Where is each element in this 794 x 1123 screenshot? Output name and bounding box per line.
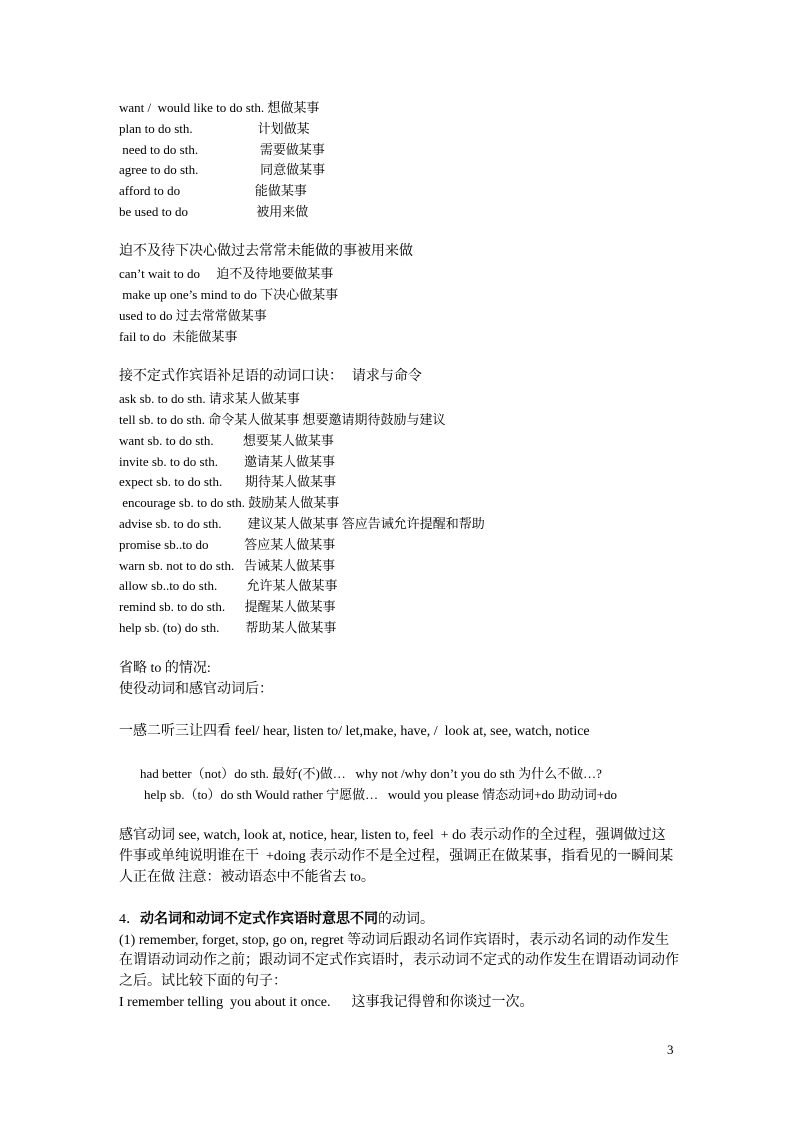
section-heading: 省略 to 的情况: bbox=[119, 661, 211, 676]
text-line: want / would like to do sth. 想做某事 bbox=[119, 100, 320, 115]
rule-line: 一感二听三让四看 feel/ hear, listen to/ let,make, have, / look at, see, watch, notice bbox=[119, 724, 590, 739]
section-bold-title: 动名词和动词不定式作宾语时意思不同 bbox=[140, 912, 378, 927]
paragraph-line: 人正在做 注意：被动语态中不能省去 to。 bbox=[119, 870, 375, 885]
section-heading: 迫不及待下决心做过去常常未能做的事被用来做 bbox=[119, 243, 413, 259]
text-line: want sb. to do sth. 想要某人做某事 bbox=[119, 433, 334, 448]
section-title-rest: 的动词。 bbox=[378, 912, 434, 927]
text-line: warn sb. not to do sth. 告诫某人做某事 bbox=[119, 558, 335, 573]
text-line: need to do sth. 需要做某事 bbox=[119, 142, 325, 157]
paragraph-line: 在谓语动词动作之前；跟动词不定式作宾语时，表示动词不定式的动作发生在谓语动词动作 bbox=[119, 953, 679, 968]
text-line: promise sb..to do 答应某人做某事 bbox=[119, 537, 336, 552]
text-line: help sb. (to) do sth. 帮助某人做某事 bbox=[119, 620, 337, 635]
section-heading: 接不定式作宾语补足语的动词口诀： 请求与命令 bbox=[119, 368, 422, 384]
text-line: used to do 过去常常做某事 bbox=[119, 308, 267, 323]
paragraph-line: (1) remember, forget, stop, go on, regret 等动词后跟动名词作宾语时，表示动名词的动作发生 bbox=[119, 933, 670, 948]
text-line: allow sb..to do sth. 允许某人做某事 bbox=[119, 578, 338, 593]
text-line: plan to do sth. 计划做某 bbox=[119, 121, 310, 136]
page-number: 3 bbox=[667, 1042, 674, 1057]
example-sentence: I remember telling you about it once. 这事我记得曾和你谈过一次。 bbox=[119, 995, 534, 1010]
section-4-heading bbox=[119, 911, 434, 928]
text-line: agree to do sth. 同意做某事 bbox=[119, 162, 326, 177]
example-line: had better（not）do sth. 最好(不)做… why not /why don’t you do sth 为什么不做…? bbox=[140, 766, 602, 781]
paragraph-line: 感官动词 see, watch, look at, notice, hear, listen to, feel + do 表示动作的全过程，强调做过这 bbox=[119, 828, 666, 843]
text-line: remind sb. to do sth. 提醒某人做某事 bbox=[119, 599, 336, 614]
text-line: afford to do 能做某事 bbox=[119, 183, 307, 198]
text-line: fail to do 未能做某事 bbox=[119, 329, 238, 344]
text-line: make up one’s mind to do 下决心做某事 bbox=[119, 287, 339, 302]
text-line: encourage sb. to do sth. 鼓励某人做某事 bbox=[119, 495, 340, 510]
text-line: advise sb. to do sth. 建议某人做某事 答应告诫允许提醒和帮助 bbox=[119, 516, 485, 531]
example-line: help sb.（to）do sth Would rather 宁愿做… would you please 情态动词+do 助动词+do bbox=[144, 787, 618, 802]
paragraph-line: 之后。试比较下面的句子： bbox=[119, 974, 287, 989]
subheading: 使役动词和感官动词后： bbox=[119, 681, 273, 697]
text-line: be used to do 被用来做 bbox=[119, 204, 309, 219]
section-number: 4． bbox=[119, 912, 140, 927]
text-line: tell sb. to do sth. 命令某人做某事 想要邀请期待鼓励与建议 bbox=[119, 412, 446, 427]
text-line: ask sb. to do sth. 请求某人做某事 bbox=[119, 391, 300, 406]
text-line: invite sb. to do sth. 邀请某人做某事 bbox=[119, 454, 335, 469]
paragraph-line: 件事或单纯说明谁在干 +doing 表示动作不是全过程，强调正在做某事，指看见的一瞬间某 bbox=[119, 849, 674, 864]
text-line: expect sb. to do sth. 期待某人做某事 bbox=[119, 474, 337, 489]
text-line: can’t wait to do 迫不及待地要做某事 bbox=[119, 266, 334, 281]
